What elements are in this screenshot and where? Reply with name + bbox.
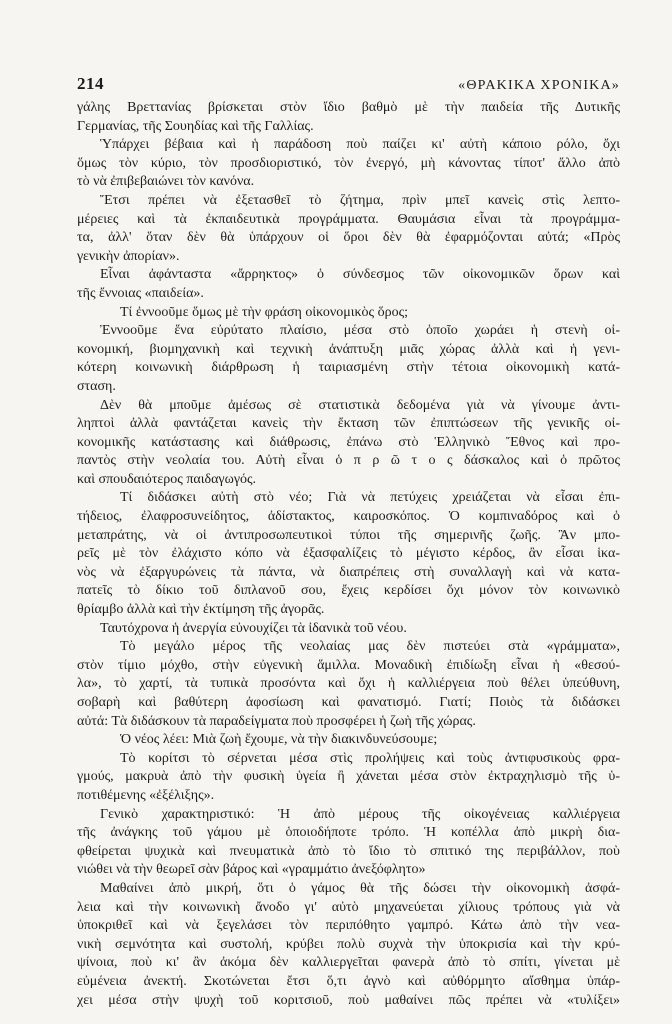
text-line: Τὸ κορίτσι τὸ σέρνεται μέσα στὶς προλήψεις καὶ τοὺς ἀντιφυσικοὺς φρα- — [120, 750, 620, 766]
text-line: Ταυτόχρονα ἡ ἀνεργία εὐνουχίζει τὰ ἰδανικὰ τοῦ νέου. — [100, 620, 407, 636]
text-line: Μαθαίνει ἀπὸ μικρή, ὅτι ὁ γάμος θὰ τῆς δώσει τὴν οἰκονομικὴ ἀσφά- — [100, 880, 620, 896]
text-line: λεια καὶ τὴν κοινωνικὴ ἄνοδο γι' αὐτὸ μηχανεύεται χίλιους τρόπους γιὰ νὰ — [77, 899, 620, 915]
paragraph — [77, 192, 620, 266]
text-line: μέρειες καὶ τὰ ἐκπαιδευτικὰ προγράμματα. Θαυμάσια εἶναι τὰ προγράμμα- — [77, 211, 620, 227]
paragraph — [77, 638, 620, 731]
paragraph — [77, 880, 620, 1010]
text-line: Ἐννοοῦμε ἕνα εὐρύτατο πλαίσιο, μέσα στὸ ὁποῖο χωράει ἡ στενὴ οἰ- — [100, 323, 620, 339]
text-line: Τὸ μεγάλο μέρος τῆς νεολαίας μας δὲν πιστεύει στὰ «γράμματα», — [120, 639, 620, 655]
running-header — [77, 74, 620, 96]
text-line: καὶ σπουδαιότερος παιδαγωγός. — [77, 471, 257, 487]
paragraph — [77, 620, 620, 639]
text-line: θρίαμβο ἀλλὰ καὶ τὴν ἐκτίμηση τῆς ἀγορᾶς. — [77, 602, 325, 618]
paragraph — [77, 322, 620, 396]
body-text — [77, 99, 620, 1010]
text-line: Ὑπάρχει βέβαια καὶ ἡ παράδοση ποὺ παίζει κι' αὐτὴ κάποιο ρόλο, ὄχι — [100, 137, 620, 153]
text-line: παντὸς στὴν νεολαία του. Αὐτὴ εἶναι ὁ π ρ ῶ τ ο ς δάσκαλος καὶ ὁ πρῶτος — [77, 453, 620, 469]
paragraph — [77, 397, 620, 490]
text-line: τῆς ἔννοιας «παιδεία». — [77, 285, 204, 301]
text-line: Δὲν θὰ μποῦμε ἀμέσως σὲ στατιστικὰ δεδομένα γιὰ νὰ γίνουμε ἀντι- — [100, 397, 620, 413]
text-line: ὑποκριθεῖ καὶ νὰ ξεγελάσει τὸν περιπόθητο γαμπρό. Κάτω ἀπὸ τὴν νεα- — [77, 918, 620, 934]
text-line: νιώθει νὰ τὴν θεωρεῖ σὰν βάρος καὶ «γραμμάτιο ἀνεξόφλητο» — [77, 862, 426, 878]
journal-title: «ΘΡΑΚΙΚΑ ΧΡΟΝΙΚΑ» — [458, 78, 620, 93]
text-line: ὅμως τὸν κύριο, τὸν προσδιοριστικό, τὸν ἐνεργό, μὴ κάνοντας τίποτ' ἄλλο ἀπὸ — [77, 155, 620, 171]
page-number: 214 — [77, 74, 104, 93]
text-line: τήδειος, ἐλαφροσυνείδητος, ἀδίστακτος, καιροσκόπος. Ὁ κομπιναδόρος καὶ ὁ — [77, 509, 620, 525]
text-line: σοβαρὴ καὶ βαθύτερη ἀφοσίωση καὶ φανατισμό. Γιατί; Ποιὸς τὰ διδάσκει — [77, 695, 620, 710]
text-line: χει μέσα στὴν ψυχὴ τοῦ κοριτσιοῦ, ποὺ μαθαίνει πῶς πρέπει νὰ «τυλίξει» — [77, 992, 620, 1008]
paragraph — [77, 304, 620, 323]
text-line: ληπτοὶ ἀλλὰ φαντάζεται κανεὶς τὴν ἔκταση τῶν ἐπιπτώσεων τῆς γενικῆς οἰ- — [77, 416, 620, 432]
text-line: ψίνοια, ποὺ κι' ἂν ἀκόμα δὲν καλλιεργεῖται φανερὰ ἀπὸ τὸ σπίτι, γίνεται μὲ — [77, 955, 620, 971]
text-line: μεταπράτης, νὰ οἱ ἀντιπροσωπευτικοὶ τύποι τῆς σημερινῆς ζωῆς. Ἂν μπο- — [77, 527, 620, 543]
paragraph — [77, 99, 620, 136]
text-line: εὐμένεια ἀνεκτή. Σκοτώνεται ἔτσι ὅ,τι ἁγνὸ καὶ αὐθόρμητο αἴσθημα ὑπάρ- — [77, 973, 620, 989]
text-line: ρεῖς μὲ τὸν ἐλάχιστο κόπο νὰ ἐξασφαλίζεις τὸ μέγιστο κέρδος, ἂν εἶσαι ἱκα- — [77, 546, 620, 562]
text-line: Τί ἐννοοῦμε ὅμως μὲ τὴν φράση οἰκονομικὸς ὅρος; — [120, 304, 409, 320]
paragraph — [77, 489, 620, 619]
text-line: λα», τὸ χαρτί, τὰ τυπικὰ προσόντα καὶ ὄχι ἡ καλλιέργεια ποὺ θέλει ὑπεύθυνη, — [77, 676, 620, 692]
text-line: τὸ νὰ ἐπιβεβαιώνει τὸν κανόνα. — [77, 174, 255, 190]
paragraph — [77, 750, 620, 806]
paragraph — [77, 731, 620, 750]
text-line: φθείρεται ψυχικὰ καὶ πνευματικὰ ἀπὸ τὸ ἴδιο τὸ σπιτικό της περιβάλλον, ποὺ — [77, 843, 620, 859]
text-line: στὸν τίμιο μόχθο, στὴν εὐγενικὴ ἅμιλλα. Μοναδικὴ ἐπιδίωξη εἶναι ἡ «θεσού- — [77, 657, 620, 673]
text-line: ποτιθέμενης «ἐξέλιξης». — [77, 787, 215, 803]
text-line: γενικὴν ἀπορίαν». — [77, 248, 180, 264]
text-line: νικὴ σεμνότητα καὶ συστολή, κρύβει πολὺ συχνὰ τὴν ὑποκρισία καὶ τὴν κρύ- — [77, 936, 620, 952]
text-line: τῆς ἀνάγκης τοῦ γάμου μὲ ὁποιοδήποτε τρόπο. Ἡ κοπέλλα ἀπὸ μικρὴ δια- — [77, 825, 620, 841]
text-line: νὸς νὰ ἐξαργυρώνεις τὰ πάντα, νὰ διαπρέπεις στὴ συναλλαγὴ καὶ νὰ κατα- — [77, 564, 620, 580]
text-line: Τί διδάσκει αὐτὴ στὸ νέο; Γιὰ νὰ πετύχεις χρειάζεται νὰ εἶσαι ἐπι- — [120, 490, 620, 506]
text-line: αὐτά: Τὰ διδάσκουν τὰ παραδείγματα ποὺ προσφέρει ἡ ζωὴ τῆς χώρας. — [77, 713, 476, 729]
text-line: τα, ἀλλ' ὅταν δὲν θὰ ὑπάρχουν οἱ ὅροι δὲν θὰ ἐφαρμόζονται αὐτά; «Πρὸς — [77, 230, 620, 246]
text-line: Εἶναι ἀφάνταστα «ἄρρηκτος» ὁ σύνδεσμος τῶν οἰκονομικῶν ὅρων καὶ — [100, 267, 620, 283]
text-line: σταση. — [77, 378, 116, 394]
text-line: γμούς, μακρυὰ ἀπὸ τὴν φυσικὴ ὑγεία ἢ χάνεται μέσα στὸν ἐκτραχηλισμὸ τῆς ὑ- — [77, 769, 620, 785]
paragraph — [77, 806, 620, 880]
text-line: κονομική, βιομηχανικὴ καὶ τεχνικὴ ἀνάπτυξη μιᾶς χώρας ἀλλὰ καὶ ἡ γενι- — [77, 341, 620, 357]
text-line: γάλης Βρεττανίας βρίσκεται στὸν ἴδιο βαθμὸ μὲ τὴν παιδεία τῆς Δυτικῆς — [77, 100, 620, 115]
text-line: Γερμανίας, τῆς Σουηδίας καὶ τῆς Γαλλίας. — [77, 118, 314, 134]
text-line: Ἔτσι πρέπει νὰ ἐξετασθεῖ τὸ ζήτημα, πρὶν μπεῖ κανεὶς στὶς λεπτο- — [100, 192, 620, 208]
text-line: κότερη κοινωνικὴ διάρθρωση ἡ ταιριασμένη στὴν τέτοια οἰκονομικὴ κατά- — [77, 360, 620, 376]
text-line: κονομικῆς κατάστασης καὶ διάθρωσις, ἐπάνω στὸ Ἑλληνικὸ Ἔθνος καὶ προ- — [77, 434, 620, 450]
paragraph — [77, 266, 620, 303]
text-line: Γενικὸ χαρακτηριστικό: Ἡ ἀπὸ μέρους τῆς οἰκογένειας καλλιέργεια — [100, 806, 620, 822]
paragraph — [77, 136, 620, 192]
text-line: Ὁ νέος λέει: Μιὰ ζωὴ ἔχουμε, νὰ τὴν διακινδυνεύσουμε; — [120, 732, 438, 748]
text-line: πατεῖς τὸ δίκιο τοῦ διπλανοῦ σου, ἔχεις κερδίσει ὄχι μόνον τὸν κοινωνικὸ — [77, 583, 620, 599]
